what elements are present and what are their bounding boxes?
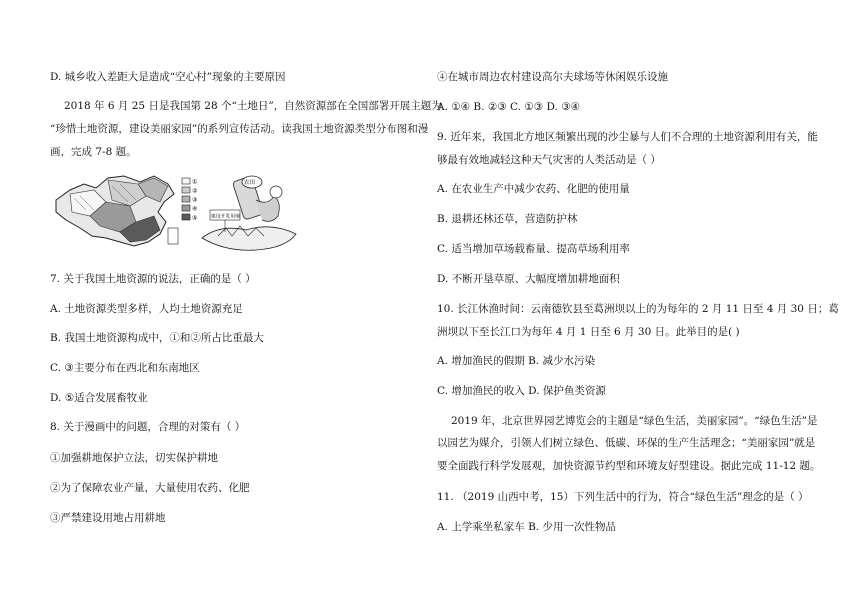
question-9-option-b: B. 退耕还林还草，营造防护林: [437, 213, 578, 225]
question-11-stem: 11. （2019 山西中考，15）下列生活中的行为，符合“绿色生活”理念的是（ ）: [437, 491, 809, 503]
intro2-paragraph-line: 要全面践行科学发展观，加快资源节约型和环境友好型建设。据此完成 11-12 题。: [437, 460, 821, 472]
question-10-stem: 洲坝以下至长江口为每年 4 月 1 日至 6 月 30 日。此举目的是( ): [437, 326, 740, 338]
intro-paragraph-line: “珍惜土地资源，建设美丽家园”的系列宣传活动。读我国土地资源类型分布图和漫: [50, 123, 429, 135]
legend-label: ③: [192, 196, 198, 204]
question-8-stem: 8. 关于漫画中的问题，合理的对策有（ ）: [50, 421, 246, 433]
question-9-option-d: D. 不断开垦草原、大幅度增加耕地面积: [437, 273, 620, 285]
south-sea-inset: [168, 228, 178, 244]
question-9-stem: 9. 近年来，我国北方地区频繁出现的沙尘暴与人们不合理的土地资源利用有关，能: [437, 131, 818, 143]
legend-label: ⑤: [192, 214, 198, 222]
question-8-statement-1: ①加强耕地保护立法，切实保护耕地: [50, 452, 218, 464]
question-9-stem: 够最有效地减轻这种天气灾害的人类活动是（ ）: [437, 154, 661, 166]
question-9-option-c: C. 适当增加草场载畜量、提高草场利用率: [437, 243, 630, 255]
intro2-paragraph-line: 以园艺为媒介，引领人们树立绿色、低碳、环保的生产生活理念；“美丽家园”就是: [437, 437, 816, 449]
cartoon-cup-label: 农田: [244, 180, 256, 186]
legend-label: ①: [192, 178, 198, 186]
china-land-map-and-cartoon: [50, 172, 310, 256]
question-8-statement-4: ④在城市周边农村建设高尔夫球场等休闲娱乐设施: [437, 71, 668, 83]
question-10-stem: 10. 长江休渔时间：云南德钦县至葛洲坝以上的为每年的 2 月 11 日至 4 月 30 日；葛: [437, 303, 839, 315]
question-9-option-a: A. 在农业生产中减少农药、化肥的使用量: [437, 183, 630, 195]
question-8-options: A. ①④ B. ②③ C. ①③ D. ③④: [437, 101, 581, 113]
question-10-options-cd: C. 增加渔民的收入 D. 保护鱼类资源: [437, 385, 606, 397]
map-legend: [182, 178, 198, 222]
intro-paragraph-line: 2018 年 6 月 25 日是我国第 28 个“土地日”，自然资源部在全国部署开展主题为: [64, 100, 442, 112]
legend-label: ④: [192, 205, 198, 213]
question-10-options-ab: A. 增加渔民的假期 B. 减少水污染: [437, 355, 595, 367]
intro2-paragraph-line: 2019 年，北京世界园艺博览会的主题是“绿色生活，美丽家园”。“绿色生活”是: [451, 415, 818, 427]
intro-paragraph-line: 画，完成 7-8 题。: [50, 146, 137, 158]
question-7-option-d: D. ⑤适合发展畜牧业: [50, 392, 148, 404]
question-8-statement-2: ②为了保障农业产量，大量使用农药、化肥: [50, 482, 250, 494]
question-8-statement-3: ③严禁建设用地占用耕地: [50, 512, 166, 524]
question-7-stem: 7. 关于我国土地资源的说法，正确的是（ ）: [50, 273, 256, 285]
cartoon-sign-label: 建设开发用地: [211, 214, 240, 220]
legend-label: ②: [192, 187, 198, 195]
question-11-options-ab: A. 上学乘坐私家车 B. 少用一次性物品: [437, 521, 616, 533]
question-7-option-b: B. 我国土地资源构成中，①和②所占比重最大: [50, 332, 264, 344]
question-7-option-c: C. ③主要分布在西北和东南地区: [50, 362, 200, 374]
land-resource-figure: [50, 172, 310, 256]
question-7-option-a: A. 土地资源类型多样，人均土地资源充足: [50, 303, 243, 315]
cartoon-illustration: [202, 176, 296, 250]
prev-option-d: D. 城乡收入差距大是造成“空心村”现象的主要原因: [50, 71, 286, 83]
